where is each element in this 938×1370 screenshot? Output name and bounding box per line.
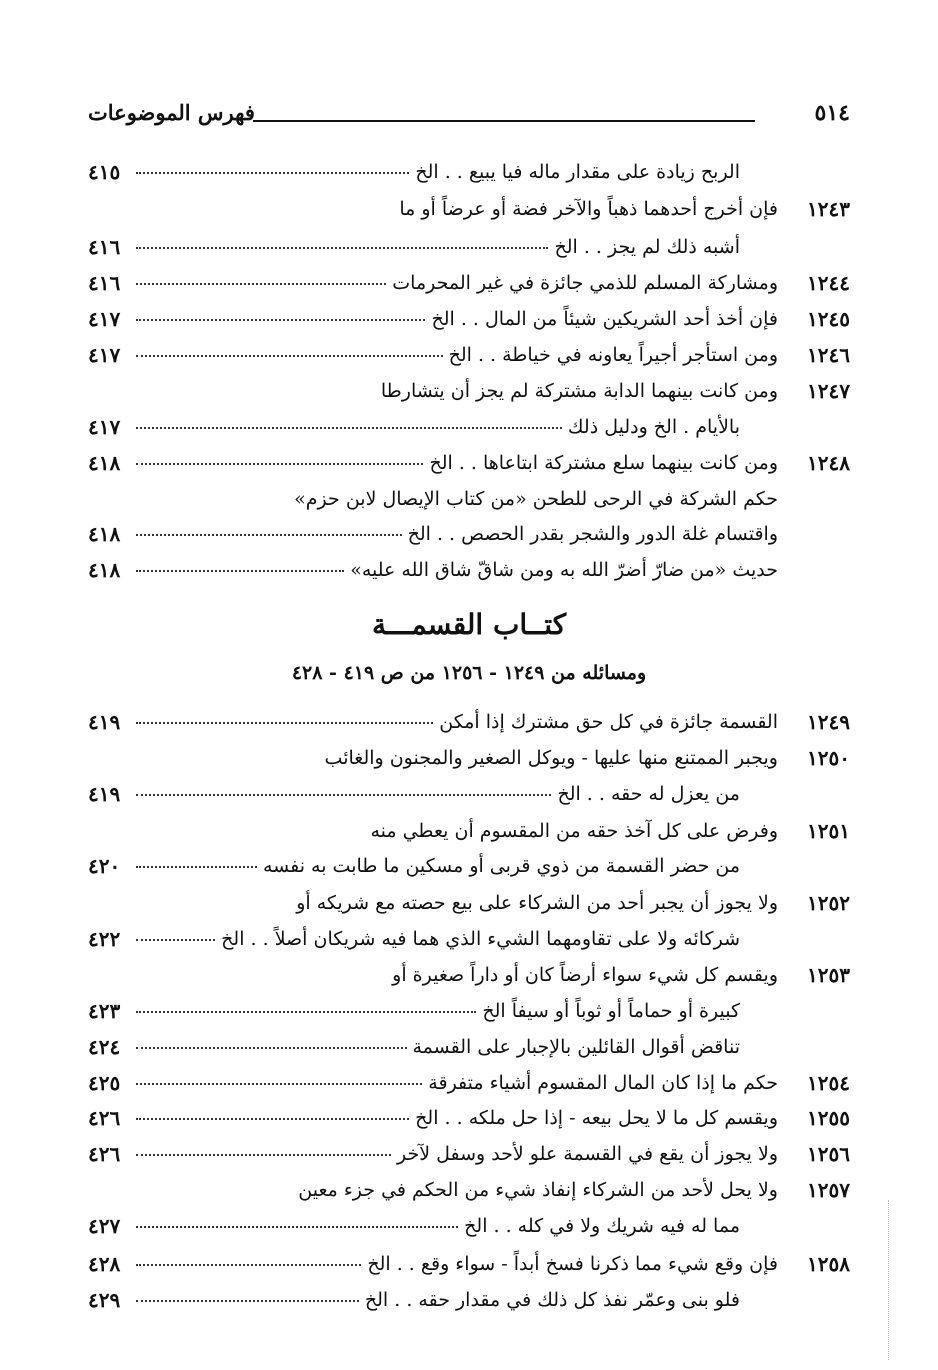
- index-entry: [88, 849, 850, 883]
- index-entry: [88, 922, 850, 956]
- dot-leader: [136, 319, 425, 321]
- entry-number: ١٢٤٥: [807, 307, 850, 331]
- entry-page: ٤٢٦: [88, 1106, 121, 1130]
- entry-number: ١٢٥٠: [807, 746, 850, 770]
- entry-text: فلو بنى وعمّر نفذ كل ذلك في مقدار حقه . . الخ: [364, 1289, 740, 1311]
- index-entry: [88, 230, 850, 264]
- entry-text: ومن كانت بينهما الدابة مشتركة لم يجز أن يتشارطا: [380, 380, 778, 402]
- entry-text: ولا يحل لأحد من الشركاء إنفاذ شيء من الحكم في جزء معين: [298, 1179, 778, 1201]
- index-entry: [88, 1101, 850, 1135]
- entry-text: فإن أخرج أحدهما ذهباً والآخر فضة أو عرضاً أو ما: [399, 198, 778, 220]
- entry-text: كبيرة أو حماماً أو ثوباً أو سيفاً الخ: [482, 1000, 740, 1022]
- entry-number: ١٢٤٧: [807, 379, 850, 403]
- entry-text: ويقسم كل ما لا يحل بيعه - إذا حل ملكه . . الخ: [415, 1107, 778, 1129]
- entry-number: ١٢٥١: [807, 819, 850, 843]
- index-entry: [88, 302, 850, 336]
- index-entry: [88, 958, 850, 992]
- dot-leader: [136, 1300, 359, 1302]
- entry-number: ١٢٥٢: [807, 891, 850, 915]
- entry-page: ٤٢٨: [88, 1252, 121, 1276]
- dot-leader: [136, 570, 344, 572]
- entry-page: ٤١٨: [88, 451, 121, 475]
- entry-page: ٤١٧: [88, 415, 121, 439]
- index-entry: [88, 1283, 850, 1317]
- entry-text: ولا يجوز أن يجبر أحد من الشركاء على بيع حصته مع شريكه أو: [296, 892, 778, 914]
- entry-text: شركائه ولا على تقاومهما الشيء الذي هما فيه شريكان أصلاً . . الخ: [221, 928, 740, 950]
- index-entry: [88, 994, 850, 1028]
- entry-text: بالأيام . الخ ودليل ذلك: [567, 416, 740, 438]
- index-entry: [88, 1173, 850, 1207]
- entry-text: وفرض على كل آخذ حقه من المقسوم أن يعطي منه: [370, 820, 778, 842]
- index-entry: [88, 1209, 850, 1243]
- index-entry: [88, 814, 850, 848]
- entry-page: ٤٢٢: [88, 927, 121, 951]
- page-edge-mark: [888, 1200, 890, 1360]
- entry-text: ويجبر الممتنع منها عليها - ويوكل الصغير والمجنون والغائب: [324, 747, 778, 769]
- entry-text: من حضر القسمة من ذوي قربى أو مسكين ما طابت به نفسه: [262, 855, 740, 877]
- entry-text: ومشاركة المسلم للذمي جائزة في غير المحرمات: [392, 272, 778, 294]
- dot-leader: [136, 1154, 391, 1156]
- dot-leader: [136, 1226, 458, 1228]
- index-entry: [88, 1066, 850, 1100]
- page-number: ٥١٤: [814, 100, 850, 126]
- entry-number: ١٢٤٩: [807, 710, 850, 734]
- entry-text: فإن وقع شيء مما ذكرنا فسخ أبداً - سواء وقع . . الخ: [367, 1253, 778, 1275]
- dot-leader: [136, 1118, 409, 1120]
- index-entry: [88, 446, 850, 480]
- entry-text: ومن كانت بينهما سلع مشتركة ابتاعاها . . الخ: [429, 452, 778, 474]
- entry-page: ٤١٩: [88, 782, 121, 806]
- index-entry: [88, 482, 850, 516]
- entry-page: ٤١٨: [88, 522, 121, 546]
- entry-page: ٤٢٦: [88, 1142, 121, 1166]
- dot-leader: [136, 534, 402, 536]
- entry-text: القسمة جائزة في كل حق مشترك إذا أمكن: [439, 711, 778, 733]
- entry-number: ١٢٥٥: [807, 1106, 850, 1130]
- index-entry: [88, 553, 850, 587]
- entry-text: حكم الشركة في الرحى للطحن «من كتاب الإيصال لابن حزم»: [294, 488, 778, 510]
- entry-page: ٤١٧: [88, 343, 121, 367]
- index-entry: [88, 410, 850, 444]
- dot-leader: [136, 1047, 407, 1049]
- entry-text: من يعزل له حقه . . الخ: [557, 783, 740, 805]
- entry-page: ٤١٦: [88, 235, 121, 259]
- dot-leader: [136, 1083, 422, 1085]
- index-entry: [88, 192, 850, 226]
- dot-leader: [136, 283, 386, 285]
- index-entry: [88, 705, 850, 739]
- index-entry: [88, 517, 850, 551]
- index-entry: [88, 155, 850, 189]
- entry-text: واقتسام غلة الدور والشجر بقدر الحصص . . الخ: [407, 523, 778, 545]
- dot-leader: [136, 463, 423, 465]
- entry-text: ومن استأجر أجيراً يعاونه في خياطة . . الخ: [448, 344, 778, 366]
- index-entry: [88, 777, 850, 811]
- entry-number: ١٢٥٧: [807, 1178, 850, 1202]
- entry-page: ٤١٦: [88, 271, 121, 295]
- header-rule: [253, 120, 755, 122]
- entry-number: ١٢٥٤: [807, 1071, 850, 1095]
- entry-page: ٤٢٥: [88, 1071, 121, 1095]
- entry-text: مما له فيه شريك ولا في كله . . الخ: [464, 1215, 740, 1237]
- entry-text: حديث «من ضارّ أضرّ الله به ومن شاقّ شاق الله عليه»: [350, 559, 778, 581]
- entry-page: ٤٢٤: [88, 1035, 121, 1059]
- entry-number: ١٢٥٦: [807, 1142, 850, 1166]
- dot-leader: [136, 427, 562, 429]
- index-entry: [88, 338, 850, 372]
- entry-page: ٤١٧: [88, 307, 121, 331]
- index-entry: [88, 741, 850, 775]
- dot-leader: [136, 722, 433, 724]
- dot-leader: [136, 939, 215, 941]
- entry-page: ٤٢٩: [88, 1288, 121, 1312]
- page-header: [88, 100, 850, 134]
- entry-text: فإن أخذ أحد الشريكين شيئاً من المال . . الخ: [431, 308, 778, 330]
- entry-page: ٤٢٠: [88, 854, 121, 878]
- entry-number: ١٢٤٨: [807, 451, 850, 475]
- entry-number: ١٢٥٨: [807, 1252, 850, 1276]
- book-subtitle: ومسائله من ١٢٤٩ - ١٢٥٦ من ص ٤١٩ - ٤٢٨: [291, 662, 647, 684]
- dot-leader: [136, 172, 409, 174]
- dot-leader: [136, 355, 443, 357]
- book-title: كتــاب القسمـــة: [371, 608, 567, 641]
- entry-number: ١٢٤٤: [807, 271, 850, 295]
- entry-text: تناقض أقوال القائلين بالإجبار على القسمة: [412, 1036, 740, 1058]
- dot-leader: [136, 866, 257, 868]
- entry-page: ٤١٩: [88, 710, 121, 734]
- index-entry: [88, 1030, 850, 1064]
- entry-number: ١٢٤٣: [807, 197, 850, 221]
- entry-page: ٤١٥: [88, 160, 121, 184]
- entry-text: ويقسم كل شيء سواء أرضاً كان أو داراً صغيرة أو: [392, 964, 778, 986]
- dot-leader: [136, 247, 548, 249]
- dot-leader: [136, 794, 551, 796]
- index-entry: [88, 1247, 850, 1281]
- index-entry: [88, 1137, 850, 1171]
- entry-number: ١٢٤٦: [807, 343, 850, 367]
- entry-text: أشبه ذلك لم يجز . . الخ: [554, 236, 740, 258]
- entry-page: ٤١٨: [88, 558, 121, 582]
- entry-text: حكم ما إذا كان المال المقسوم أشياء متفرقة: [428, 1072, 778, 1094]
- entry-text: الربح زيادة على مقدار ماله فيا يبيع . . الخ: [415, 161, 740, 183]
- entry-number: ١٢٥٣: [807, 963, 850, 987]
- entry-page: ٤٢٧: [88, 1214, 121, 1238]
- index-entry: [88, 266, 850, 300]
- running-title: فهرس الموضوعات: [88, 100, 255, 125]
- dot-leader: [136, 1264, 361, 1266]
- dot-leader: [136, 1011, 476, 1013]
- index-entry: [88, 886, 850, 920]
- index-entry: [88, 374, 850, 408]
- entry-text: ولا يجوز أن يقع في القسمة علو لأحد وسفل لآخر: [396, 1143, 778, 1165]
- entry-page: ٤٢٣: [88, 999, 121, 1023]
